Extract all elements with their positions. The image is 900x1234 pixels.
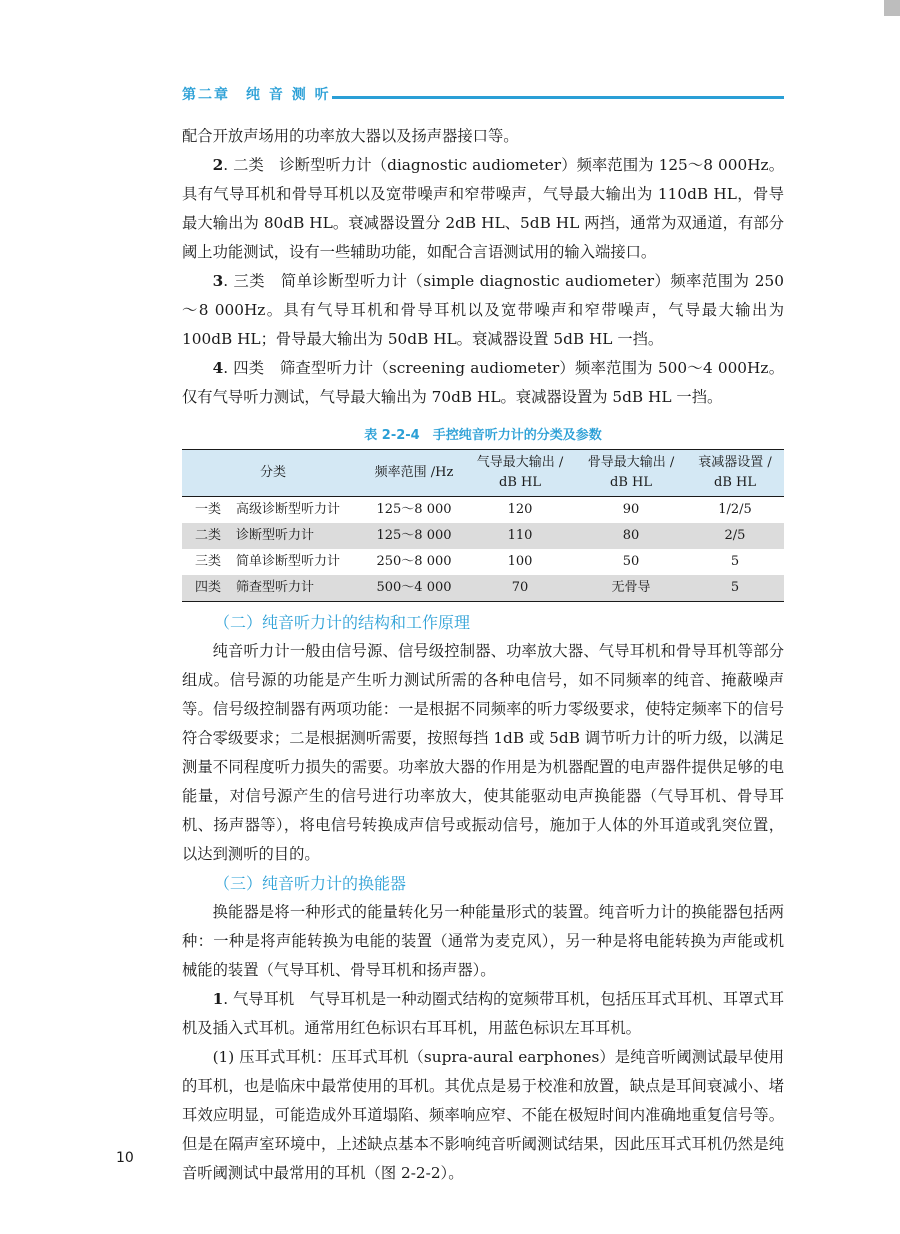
- header-category: 分类: [259, 465, 286, 480]
- header-bone: 骨导最大输出 / dB HL: [587, 455, 675, 490]
- page-number: 10: [116, 1150, 134, 1166]
- cell-freq: 125～8 000: [376, 502, 452, 517]
- cell-att: 2/5: [724, 528, 746, 543]
- paragraph-class-4: [182, 354, 784, 412]
- header-freq: 频率范围 /Hz: [374, 465, 454, 480]
- cell-air: 70: [511, 580, 529, 595]
- cell-name: 诊断型听力计: [236, 528, 315, 543]
- corner-mark: [884, 0, 900, 16]
- paragraph-text: . 气导耳机 气导耳机是一种动圈式结构的宽频带耳机，包括压耳式耳机、耳罩式耳机及插入式耳机。通常用红色标识右耳耳机，用蓝色标识左耳耳机。: [182, 990, 784, 1037]
- item-number: 2: [212, 156, 224, 174]
- cell-bone: 90: [622, 502, 640, 517]
- section-heading-transducer: （三）纯音听力计的换能器: [214, 874, 407, 893]
- header-rule: [332, 96, 784, 99]
- running-header: [182, 84, 784, 104]
- paragraph-text: . 四类 筛查型听力计（screening audiometer）频率范围为 500～4 000Hz。仅有气导听力测试，气导最大输出为 70dB HL。衰减器设置为 5dB HL 一挡。: [182, 359, 784, 406]
- cell-air: 110: [507, 528, 533, 543]
- paragraph-structure: 纯音听力计一般由信号源、信号级控制器、功率放大器、气导耳机和骨导耳机等部分组成。信号源的功能是产生听力测试所需的各种电信号，如不同频率的纯音、掩蔽噪声等。信号级控制器有两项功能：一是根据不同频率的听力零级要求，使特定频率下的信号符合零级要求；二是根据测听需要，按照每挡 1dB 或 5dB 调节听力计的听力级，以满足测量不同程度听力损失的需要。功率放大器的作用是为机器配置的电声器件提供足够的电能量，对信号源产生的信号进行功率放大，使其能驱动电声换能器（气导耳机、骨导耳机、扬声器等），将电信号转换成声信号或振动信号，施加于人体的外耳道或乳突位置，以达到测听的目的。: [182, 642, 784, 863]
- header-air: 气导最大输出 / dB HL: [476, 455, 564, 490]
- item-number: 4: [212, 359, 224, 377]
- chapter-title: 第二章 纯 音 测 听: [182, 84, 339, 104]
- cell-air: 120: [507, 502, 533, 517]
- cell-att: 5: [730, 554, 740, 569]
- cell-freq: 125～8 000: [376, 528, 452, 543]
- item-number: 3: [212, 272, 224, 290]
- table-row: [182, 575, 784, 602]
- item-number: 1: [212, 990, 224, 1008]
- paragraph-text: . 二类 诊断型听力计（diagnostic audiometer）频率范围为 125～8 000Hz。具有气导耳机和骨导耳机以及宽带噪声和窄带噪声，气导最大输出为 110dB HL，骨导最大输出为 80dB HL。衰减器设置分 2dB HL、5dB HL 两挡，通常为双通道，有部分阈上功能测试，设有一些辅助功能，如配合言语测试用的输入端接口。: [182, 156, 784, 261]
- paragraph-air-earphone: [182, 985, 784, 1043]
- cell-bone: 无骨导: [611, 580, 651, 595]
- header-attenuator: 衰减器设置 / dB HL: [698, 455, 772, 490]
- cell-att: 5: [730, 580, 740, 595]
- cell-class: 一类: [194, 502, 221, 517]
- paragraph-class-2: [182, 151, 784, 267]
- page-content: [182, 122, 784, 1188]
- cell-name: 高级诊断型听力计: [236, 502, 341, 517]
- cell-freq: 500～4 000: [376, 580, 452, 595]
- cell-att: 1/2/5: [718, 502, 752, 517]
- section-heading-structure: （二）纯音听力计的结构和工作原理: [214, 613, 471, 632]
- paragraph-supra-aural: (1) 压耳式耳机：压耳式耳机（supra-aural earphones）是纯音听阈测试最早使用的耳机，也是临床中最常使用的耳机。其优点是易于校准和放置，缺点是耳间衰减小、堵耳效应明显，可能造成外耳道塌陷、频率响应窄、不能在极短时间内准确地重复信号等。但是在隔声室环境中，上述缺点基本不影响纯音听阈测试结果，因此压耳式耳机仍然是纯音听阈测试中最常用的耳机（图 2-2-2）。: [182, 1048, 784, 1182]
- cell-class: 四类: [194, 580, 221, 595]
- paragraph-text: . 三类 简单诊断型听力计（simple diagnostic audiometer）频率范围为 250～8 000Hz。具有气导耳机和骨导耳机以及宽带噪声和窄带噪声，气导最大输出为 100dB HL；骨导最大输出为 50dB HL。衰减器设置 5dB HL 一挡。: [182, 272, 784, 348]
- cell-name: 简单诊断型听力计: [236, 554, 341, 569]
- paragraph-continuation: 配合开放声场用的功率放大器以及扬声器接口等。: [182, 127, 519, 145]
- cell-freq: 250～8 000: [376, 554, 452, 569]
- table-row: [182, 497, 784, 524]
- cell-class: 二类: [194, 528, 221, 543]
- cell-bone: 50: [622, 554, 640, 569]
- cell-bone: 80: [622, 528, 640, 543]
- cell-air: 100: [507, 554, 533, 569]
- cell-class: 三类: [194, 554, 221, 569]
- table-title: 表 2-2-4 手控纯音听力计的分类及参数: [364, 428, 602, 443]
- cell-name: 筛查型听力计: [236, 580, 315, 595]
- audiometer-params-table: [182, 449, 784, 602]
- table-row: [182, 523, 784, 549]
- table-row: [182, 549, 784, 575]
- paragraph-transducer: 换能器是将一种形式的能量转化另一种能量形式的装置。纯音听力计的换能器包括两种：一种是将声能转换为电能的装置（通常为麦克风），另一种是将电能转换为声能或机械能的装置（气导耳机、骨导耳机和扬声器）。: [182, 903, 784, 979]
- paragraph-class-3: [182, 267, 784, 354]
- table-header-row: [182, 450, 784, 497]
